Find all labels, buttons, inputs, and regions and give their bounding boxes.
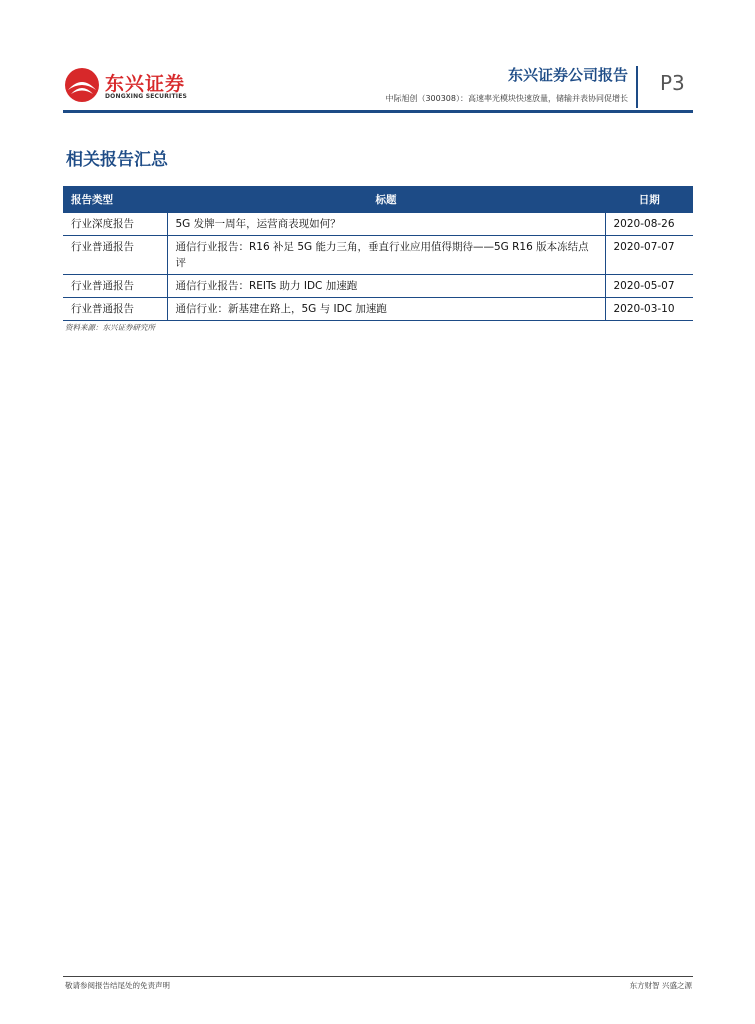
section-title: 相关报告汇总 — [66, 150, 168, 170]
column-header-type: 报告类型 — [63, 186, 167, 213]
report-header-subtitle: 中际旭创（300308）：高速率光模块快速放量，储输并表协同促增长 — [385, 94, 628, 103]
report-date-cell: 2020-03-10 — [605, 298, 693, 321]
table-header-row — [63, 186, 693, 213]
header-rule — [63, 110, 693, 113]
report-title-cell: 通信行业报告：R16 补足 5G 能力三角，垂直行业应用值得期待——5G R16 版本冻结点评 — [167, 236, 605, 275]
data-source-note: 资料来源：东兴证券研究所 — [65, 323, 155, 332]
report-type-cell: 行业深度报告 — [63, 213, 167, 236]
page-number: P3 — [660, 71, 685, 95]
logo-emblem-icon — [63, 66, 101, 104]
report-title-cell: 5G 发牌一周年，运营商表现如何？ — [167, 213, 605, 236]
footer-rule — [63, 976, 693, 977]
footer-slogan: 东方财智 兴盛之源 — [629, 981, 692, 990]
report-title-cell: 通信行业：新基建在路上，5G 与 IDC 加速跑 — [167, 298, 605, 321]
report-type-cell: 行业普通报告 — [63, 236, 167, 275]
column-header-date: 日期 — [605, 186, 693, 213]
report-header-title: 东兴证券公司报告 — [507, 66, 628, 84]
table-row — [63, 298, 693, 321]
related-reports-table — [63, 186, 693, 321]
report-type-cell: 行业普通报告 — [63, 298, 167, 321]
report-date-cell: 2020-08-26 — [605, 213, 693, 236]
report-title-cell: 通信行业报告：REITs 助力 IDC 加速跑 — [167, 275, 605, 298]
footer-disclaimer: 敬请参阅报告结尾处的免责声明 — [65, 981, 170, 990]
table-row — [63, 236, 693, 275]
report-date-cell: 2020-07-07 — [605, 236, 693, 275]
report-type-cell: 行业普通报告 — [63, 275, 167, 298]
table-row — [63, 213, 693, 236]
company-logo — [63, 66, 203, 104]
logo-name-en: DONGXING SECURITIES — [105, 93, 188, 100]
header-divider — [636, 66, 638, 108]
report-date-cell: 2020-05-07 — [605, 275, 693, 298]
table-row — [63, 275, 693, 298]
column-header-title: 标题 — [167, 186, 605, 213]
logo-name-cn: 东兴证券 — [105, 73, 186, 95]
